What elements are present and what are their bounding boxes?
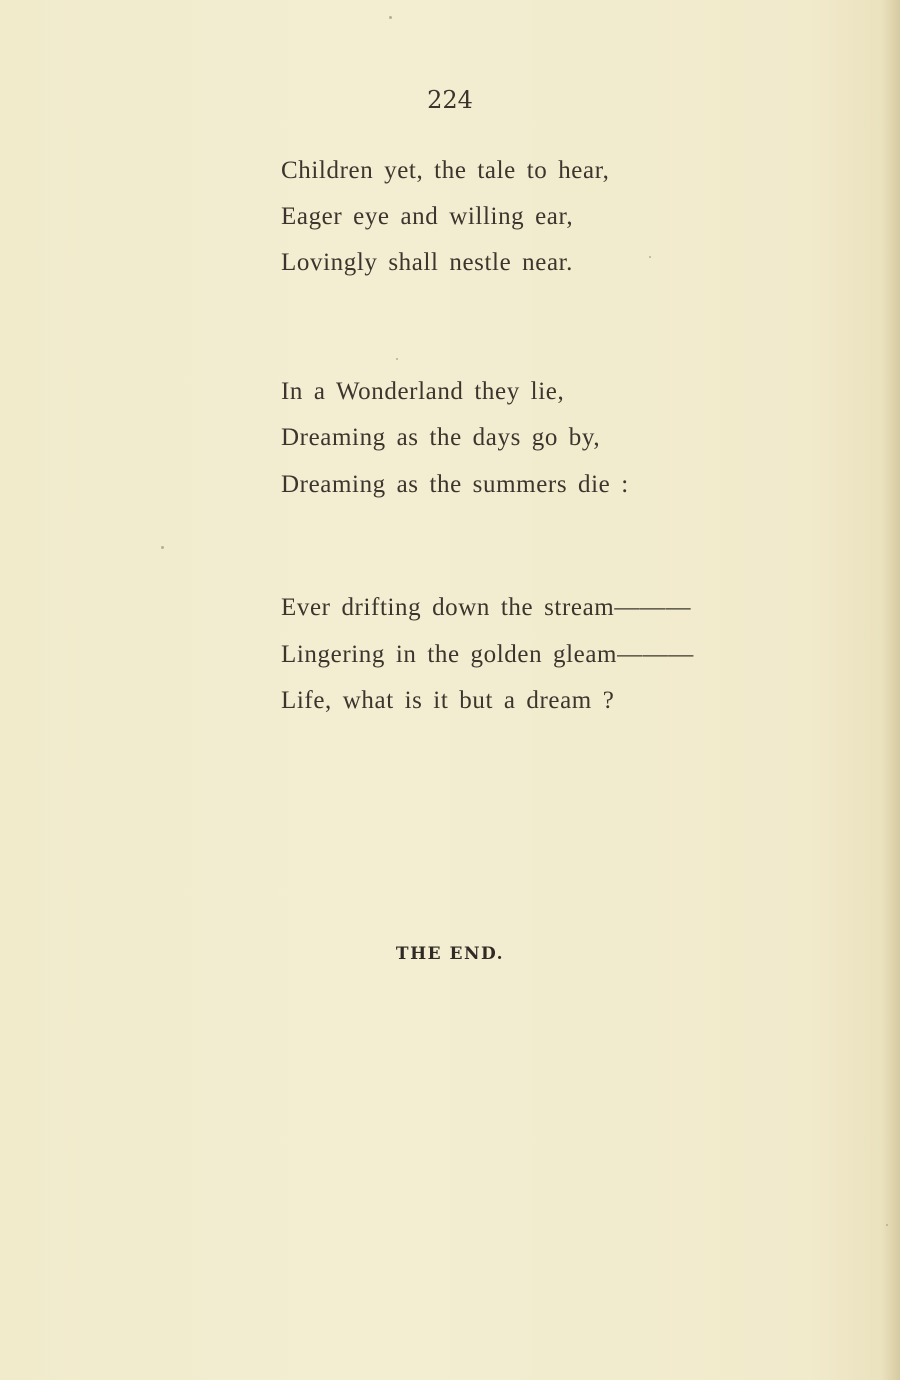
page-number: 224 [427,86,473,114]
paper-speck [161,546,164,549]
stanza-2-line-2: Dreaming as the days go by, [281,424,601,451]
paper-speck [649,256,651,258]
stanza-1-line-1: Children yet, the tale to hear, [281,157,610,184]
stanza-1-line-2: Eager eye and willing ear, [281,203,574,230]
stanza-3-line-2: Lingering in the golden gleam——— [281,641,694,668]
paper-speck [389,16,392,19]
stanza-3-line-1: Ever drifting down the stream——— [281,594,692,621]
paper-speck [886,1224,888,1226]
stanza-2-line-3: Dreaming as the summers die : [281,471,629,498]
the-end-label: THE END. [395,944,505,964]
paper-speck [396,358,398,360]
page-edge-shadow [882,0,900,1380]
stanza-1-line-3: Lovingly shall nestle near. [281,249,574,276]
stanza-3-line-3: Life, what is it but a dream ? [281,687,615,714]
stanza-2-line-1: In a Wonderland they lie, [281,378,565,405]
